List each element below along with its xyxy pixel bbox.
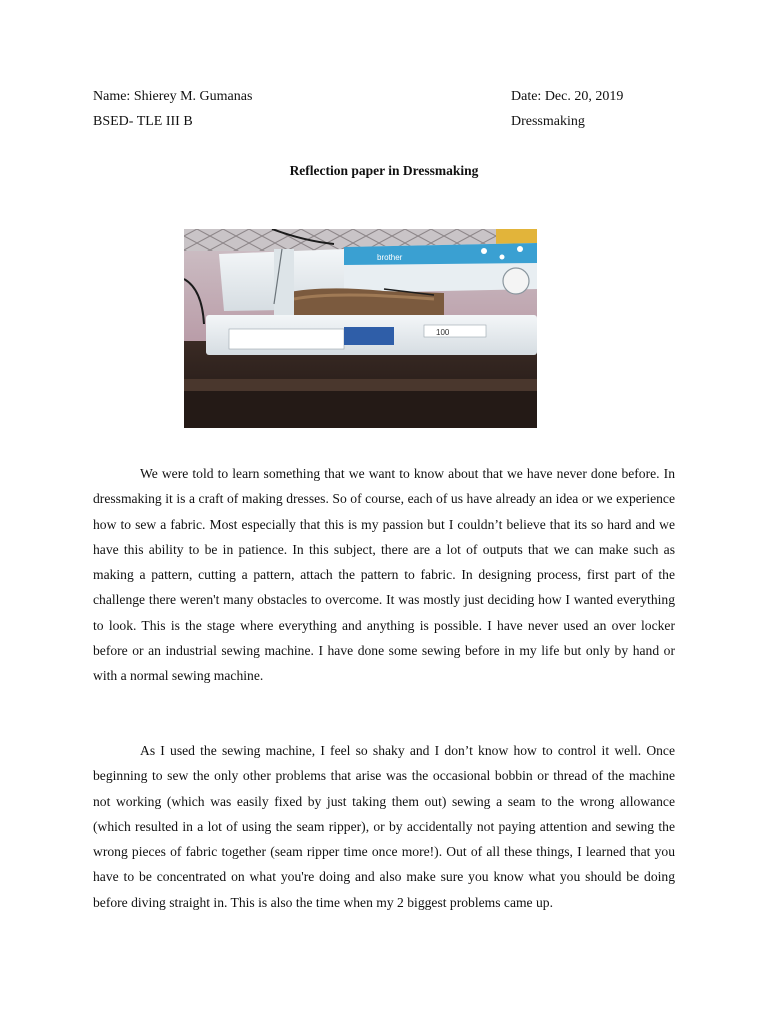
machine-brand-label: brother (377, 253, 403, 262)
date: Date: Dec. 20, 2019 (511, 89, 624, 104)
sewing-machine-photo (184, 229, 537, 428)
class-section: BSED- TLE III B (93, 114, 193, 129)
reflection-paragraph: We were told to learn something that we want to know about that we have never done before. In dressmaking it is a craft of making dresses. So of course, each of us have already an idea or we experience how to sew a fabric. Most especially that this is my passion but I couldn’t believe that its so hard and we have this ability to be in patience. In this subject, there are a lot of outputs that we can make such as making a pattern, cutting a pattern, attach the pattern to fabric. In designing process, first part of the challenge there weren't many obstacles to overcome. It was mostly just deciding how I wanted everything to look. This is the stage where everything and anything is possible. I have never used an over locker before or an industrial sewing machine. I have done some sewing before in my life but only by hand or with a normal sewing machine. (93, 466, 675, 683)
student-name: Name: Shierey M. Gumanas (93, 89, 253, 104)
sewing-machine-image (184, 229, 537, 428)
subject: Dressmaking (511, 114, 585, 129)
machine-model-label: 100 (436, 328, 450, 337)
reflection-paragraph: As I used the sewing machine, I feel so shaky and I don’t know how to control it well. Once beginning to sew the only other problems that arise was the occasional bobbin or thread of the machine not working (which was easily fixed by just taking them out) sewing a seam to the wrong allowance (which resulted in a lot of using the seam ripper), or by accidentally not paying attention and sewing the wrong pieces of fabric together (seam ripper time once more!). Out of all these things, I learned that you have to be concentrated on what you're doing and also make sure you know what you should be doing before diving straight in. This is also the time when my 2 biggest problems came up. (93, 743, 675, 910)
document-title: Reflection paper in Dressmaking (289, 163, 479, 178)
